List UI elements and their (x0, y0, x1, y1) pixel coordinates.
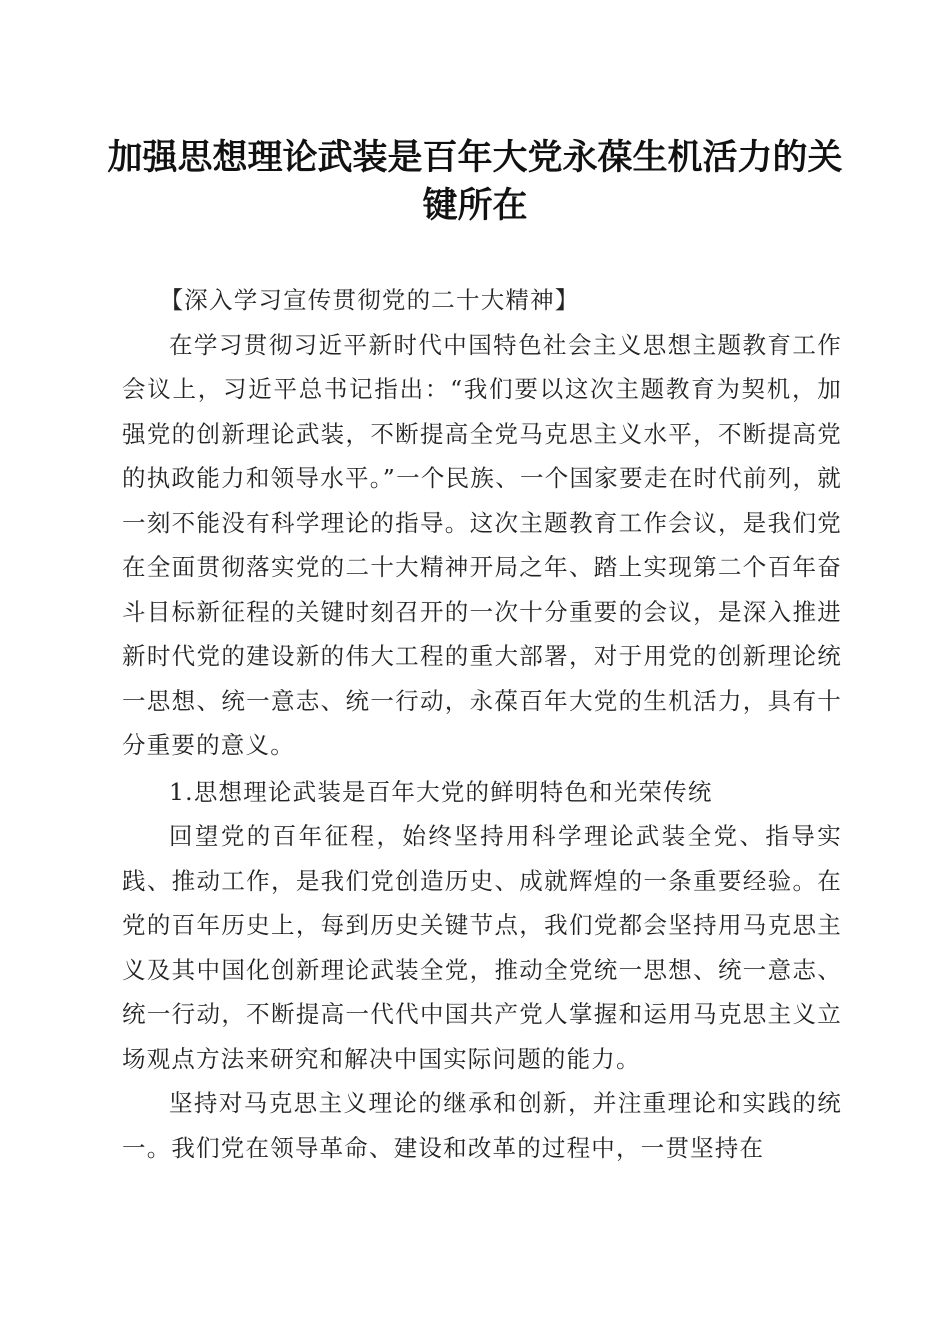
intro-paragraph: 在学习贯彻习近平新时代中国特色社会主义思想主题教育工作会议上，习近平总书记指出：“我们要以这次主题教育为契机，加强党的创新理论武装，不断提高全党马克思主义水平，不断提高党的执政能力和领导水平。”一个民族、一个国家要走在时代前列，就一刻不能没有科学理论的指导。这次主题教育工作会议，是我们党在全面贯彻落实党的二十大精神开局之年、踏上实现第二个百年奋斗目标新征程的关键时刻召开的一次十分重要的会议，是深入推进新时代党的建设新的伟大工程的重大部署，对于用党的创新理论统一思想、统一意志、统一行动，永葆百年大党的生机活力，具有十分重要的意义。 (122, 330, 842, 759)
section-heading: 1.思想理论武装是百年大党的鲜明特色和光荣传统 (169, 777, 713, 806)
document-body (122, 278, 842, 1170)
section-paragraph: 回望党的百年征程，始终坚持用科学理论武装全党、指导实践、推动工作，是我们党创造历史、成就辉煌的一条重要经验。在党的百年历史上，每到历史关键节点，我们党都会坚持用马克思主义及其中国化创新理论武装全党，推动全党统一思想、统一意志、统一行动，不断提高一代代中国共产党人掌握和运用马克思主义立场观点方法来研究和解决中国实际问题的能力。 (122, 822, 842, 1073)
tag-line: 【深入学习宣传贯彻党的二十大精神】 (159, 286, 580, 314)
section-paragraph: 坚持对马克思主义理论的继承和创新，并注重理论和实践的统一。我们党在领导革命、建设和改革的过程中，一贯坚持在 (122, 1089, 842, 1162)
document-title: 加强思想理论武装是百年大党永葆生机活力的关键所在 (107, 137, 843, 226)
